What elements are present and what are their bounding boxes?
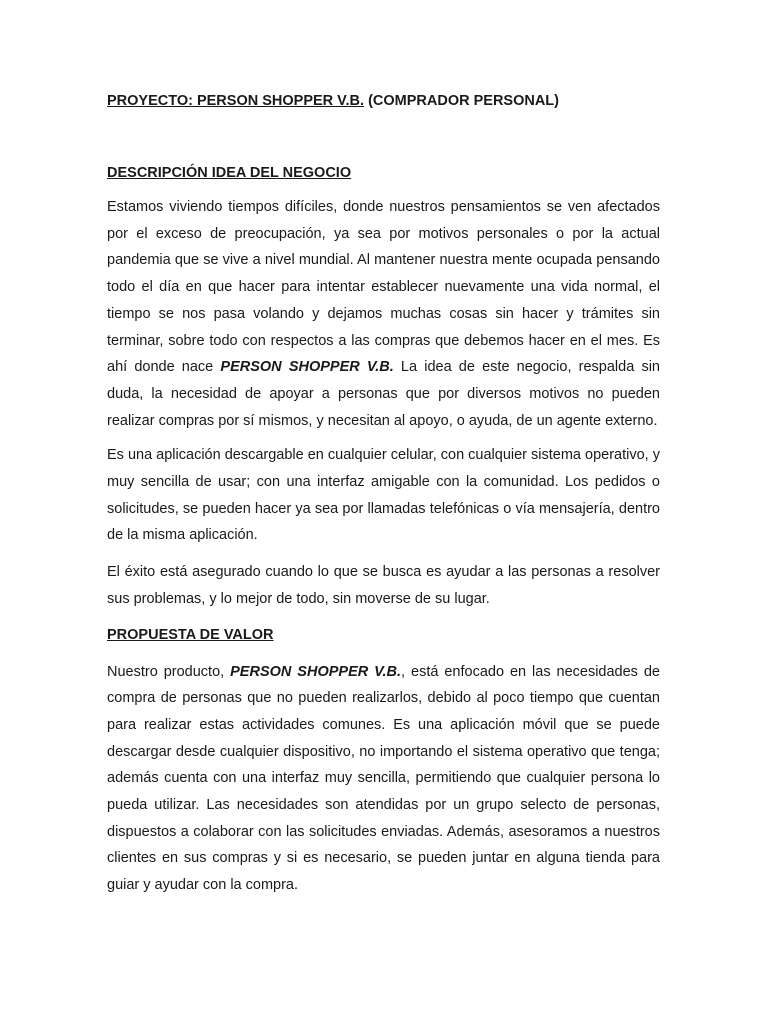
- brand-name: PERSON SHOPPER V.B.: [230, 663, 402, 680]
- section-heading-value-proposition: PROPUESTA DE VALOR: [107, 626, 274, 643]
- paragraph-business-idea-3: El éxito está asegurado cuando lo que se busca es ayudar a las personas a resolver sus problemas, y lo mejor de todo, sin moverse de su lugar.: [107, 564, 660, 607]
- project-title: PROYECTO: PERSON SHOPPER V.B.: [107, 93, 365, 109]
- project-subtitle: (COMPRADOR PERSONAL): [368, 93, 559, 109]
- brand-name: PERSON SHOPPER V.B.: [220, 359, 394, 376]
- section-heading-business-idea: DESCRIPCIÓN IDEA DEL NEGOCIO: [107, 165, 352, 181]
- paragraph-text: La idea de este negocio, respalda sin duda, la necesidad de apoyar a personas que por diversos motivos no pueden realizar compras por sí mismos, y necesitan al apoyo, o ayuda, de un agente externo.: [107, 359, 660, 429]
- paragraph-text: Nuestro producto,: [107, 663, 231, 680]
- document-page: [107, 88, 660, 899]
- paragraph-text: , está enfocado en las necesidades de compra de personas que no pueden realizarlos, debido al poco tiempo que cuentan para realizar estas actividades comunes. Es una aplicación móvil que se puede descargar desde cualquier dispositivo, no importando el sistema operativo que tenga; además cuenta con una interfaz muy sencilla, permitiendo que cualquier persona lo pueda utilizar. Las necesidades son atendidas por un grupo selecto de personas, dispuestos a colaborar con las solicitudes enviadas. Además, asesoramos a nuestros clientes en sus compras y si es necesario, se pueden juntar en alguna tienda para guiar y ayudar con la compra.: [107, 663, 660, 894]
- paragraph-business-idea-2: Es una aplicación descargable en cualquier celular, con cualquier sistema operativo, y muy sencilla de usar; con una interfaz amigable con la comunidad. Los pedidos o solicitudes, se pueden hacer ya sea por llamadas telefónicas o vía mensajería, dentro de la misma aplicación.: [107, 447, 660, 544]
- paragraph-value-proposition: [107, 659, 660, 899]
- paragraph-business-idea-1: [107, 194, 660, 434]
- document-title: [107, 88, 660, 114]
- paragraph-text: Estamos viviendo tiempos difíciles, donde nuestros pensamientos se ven afectados por el exceso de preocupación, ya sea por motivos personales o por la actual pandemia que se vive a nivel mundial. Al mantener nuestra mente ocupada pensando todo el día en que hacer para intentar establecer nuevamente una vida normal, el tiempo se nos pasa volando y dejamos muchas cosas sin hacer y trámites sin terminar, sobre todo con respectos a las compras que debemos hacer en el mes. Es ahí donde nace: [107, 199, 660, 376]
